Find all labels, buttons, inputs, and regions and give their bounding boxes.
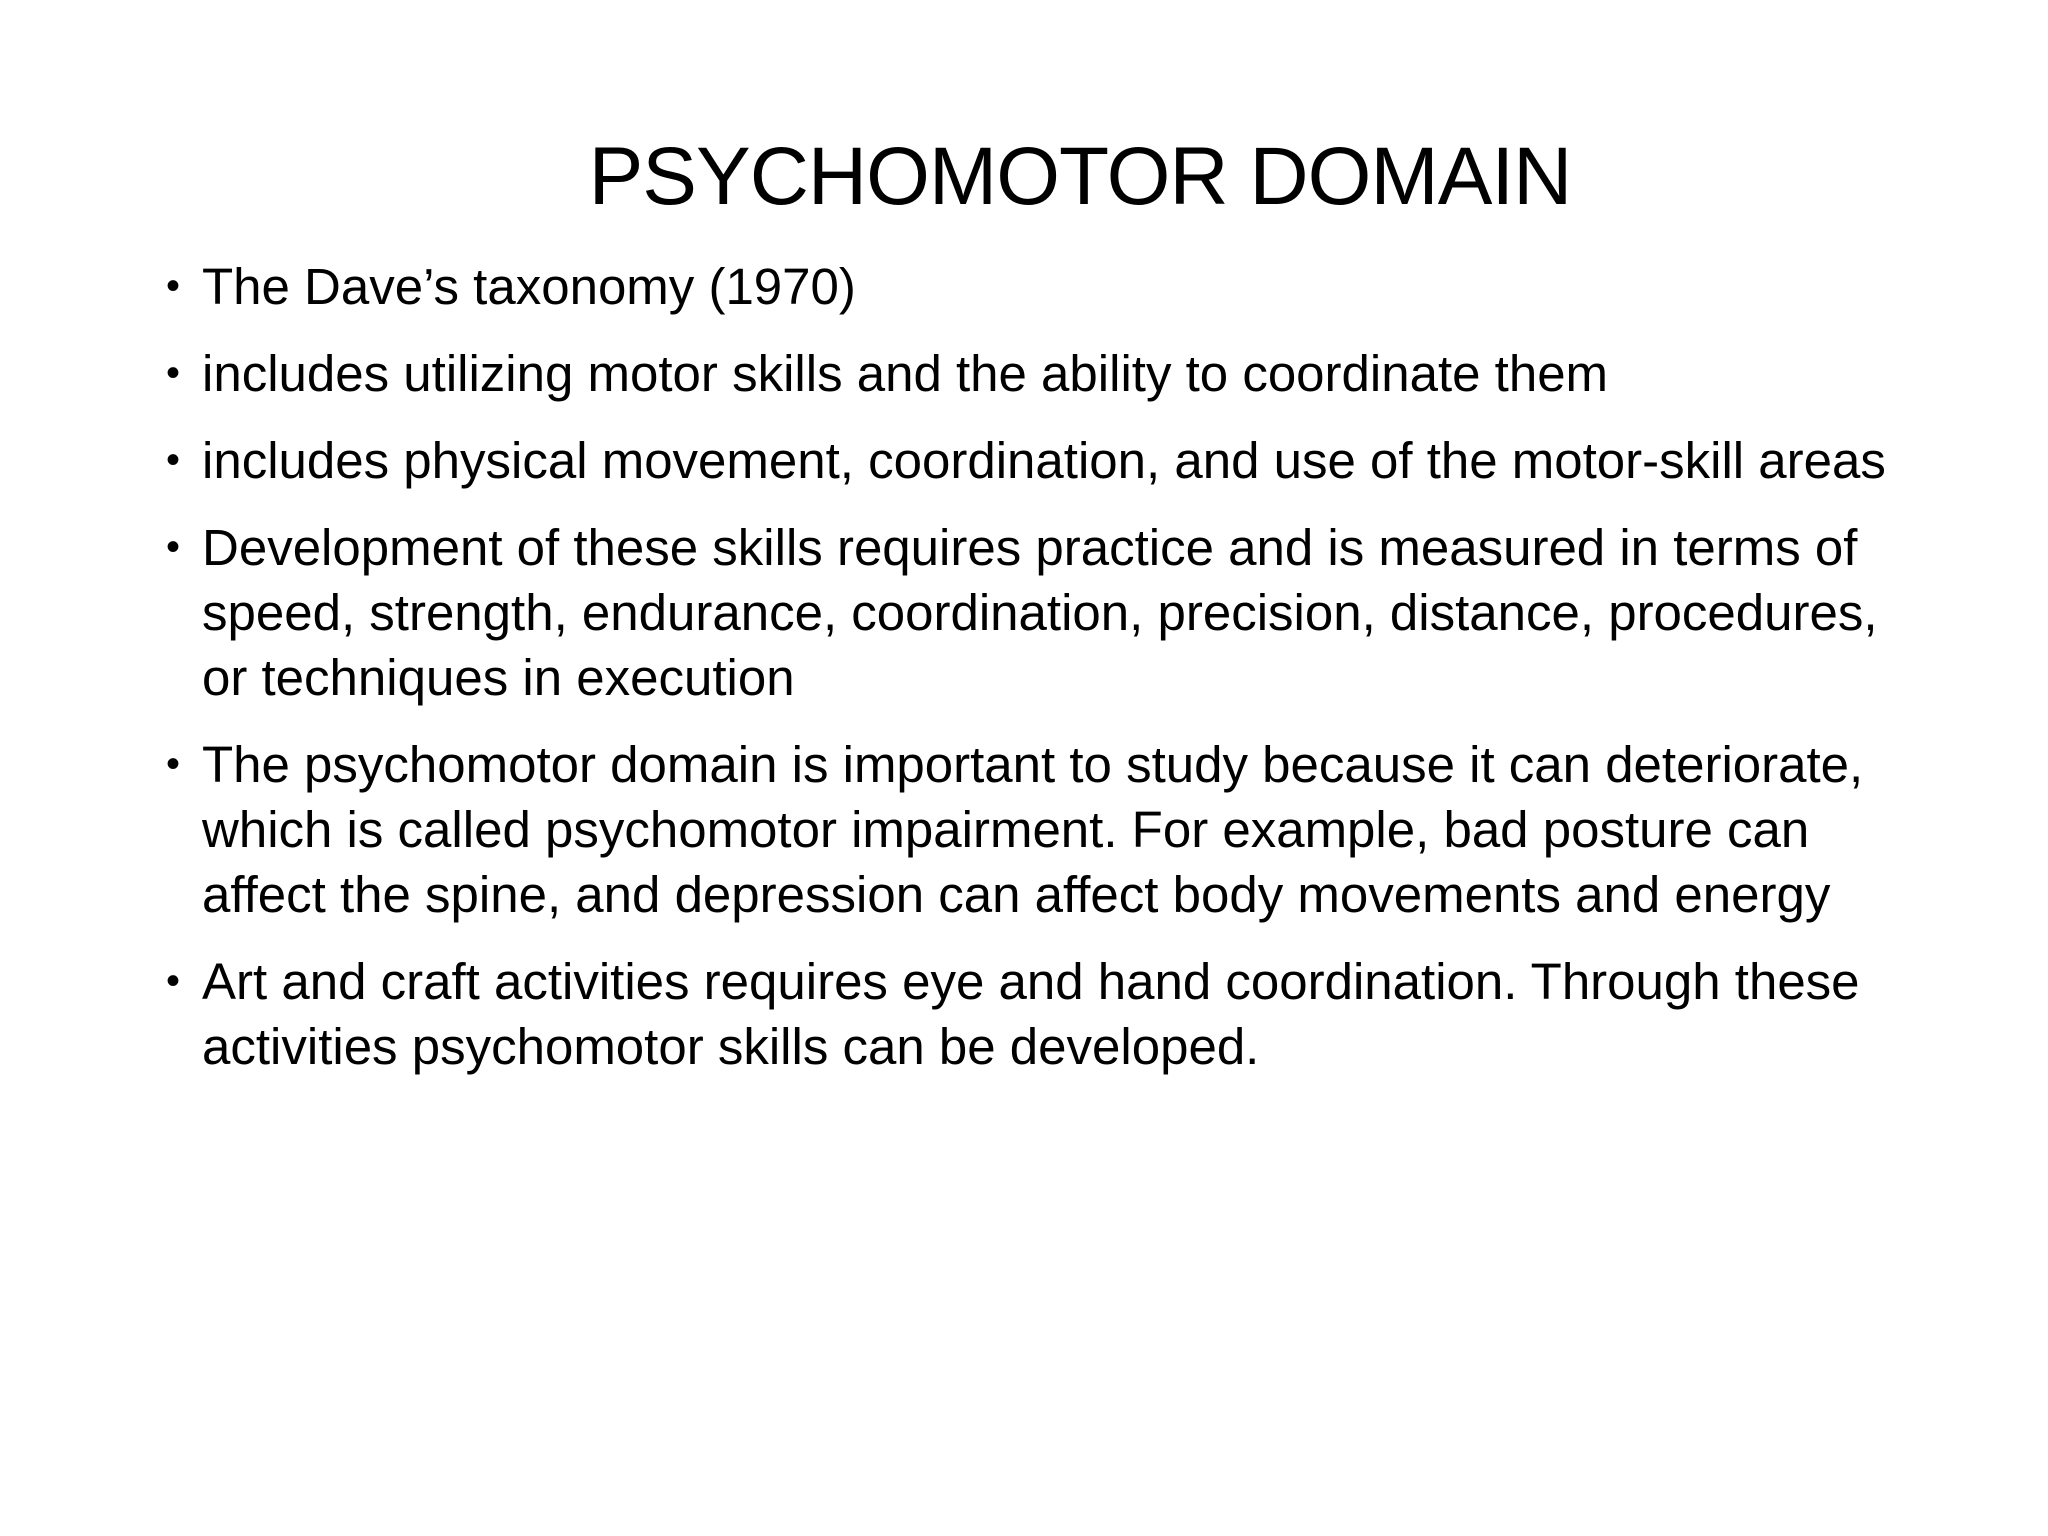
bullet-marker: • xyxy=(166,351,181,395)
bullet-marker: • xyxy=(166,264,181,308)
bullet-item xyxy=(166,341,1926,406)
bullet-text: includes physical movement, coordination, and use of the motor-skill areas xyxy=(202,432,1886,489)
bullet-item xyxy=(166,428,1926,493)
slide-title: PSYCHOMOTOR DOMAIN xyxy=(588,131,1572,222)
bullet-item xyxy=(166,515,1926,710)
bullet-text: The psychomotor domain is important to study because it can deteriorate, which is called psychomotor impairment. For example, bad posture can affect the spine, and depression can affect body movements and energy xyxy=(202,736,1864,923)
bullet-marker: • xyxy=(166,959,181,1003)
bullet-text: includes utilizing motor skills and the ability to coordinate them xyxy=(202,345,1609,402)
bullet-item xyxy=(166,949,1926,1079)
bullet-text: Art and craft activities requires eye and hand coordination. Through these activities psychomotor skills can be developed. xyxy=(202,953,1860,1075)
bullet-marker: • xyxy=(166,525,181,569)
bullet-list xyxy=(166,254,1926,1101)
bullet-text: The Dave’s taxonomy (1970) xyxy=(202,258,856,315)
bullet-text: Development of these skills requires practice and is measured in terms of speed, strength, endurance, coordination, precision, distance, procedures, or techniques in execution xyxy=(202,519,1878,706)
bullet-item xyxy=(166,254,1926,319)
bullet-item xyxy=(166,732,1926,927)
bullet-marker: • xyxy=(166,438,181,482)
bullet-marker: • xyxy=(166,742,181,786)
